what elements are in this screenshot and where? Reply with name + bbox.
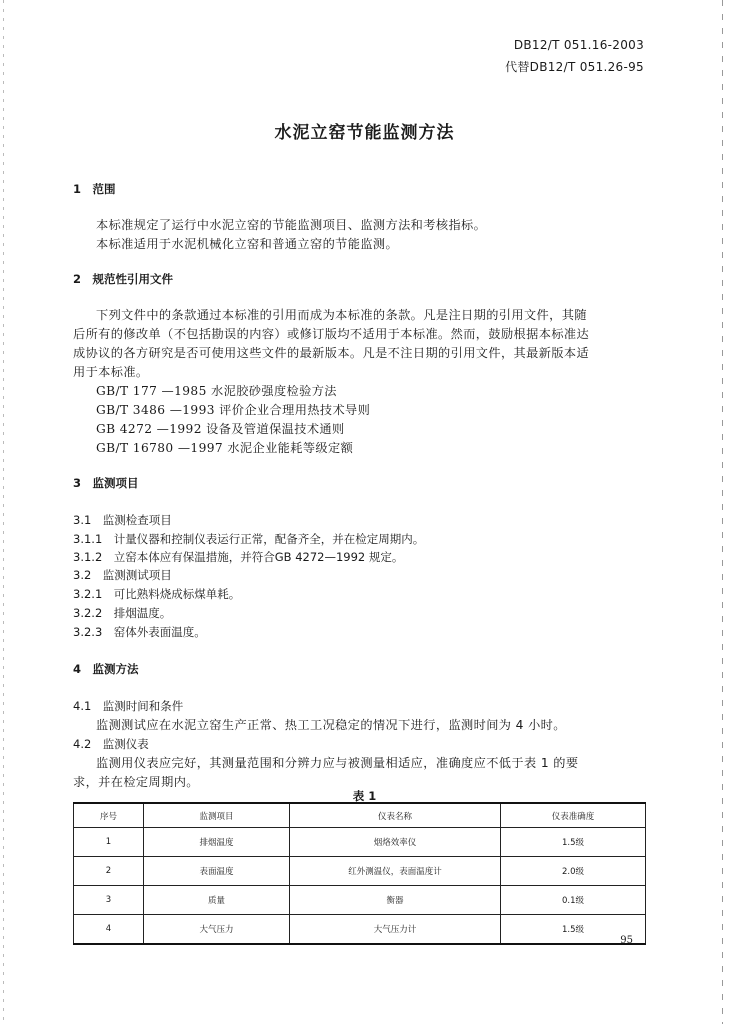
- reference-item: GB 4272 —1992 设备及管道保温技术通则: [96, 422, 345, 436]
- table-row: [74, 857, 646, 886]
- table-row: [74, 886, 646, 915]
- clause-3-2-heading: 3.2 监测测试项目: [73, 568, 172, 582]
- table-cell: 表面温度: [144, 857, 290, 886]
- section-2-line-4: 用于本标准。: [73, 365, 149, 379]
- clause-3-2-1: 3.2.1 可比熟料烧成标煤单耗。: [73, 587, 241, 601]
- instrument-table: [73, 802, 646, 945]
- clause-4-2-line-1: 监测用仪表应完好，其测量范围和分辨力应与被测量相适应，准确度应不低于表 1 的要: [96, 756, 579, 770]
- reference-item: GB/T 16780 —1997 水泥企业能耗等级定额: [96, 441, 354, 455]
- column-header: 仪表名称: [290, 803, 501, 828]
- table-cell: 1.5级: [501, 828, 646, 857]
- clause-4-2-heading: 4.2 监测仪表: [73, 737, 149, 751]
- section-2-line-2: 后所有的修改单（不包括勘误的内容）或修订版均不适用于本标准。然而，鼓励根据本标准达: [73, 327, 590, 341]
- table-cell: 质量: [144, 886, 290, 915]
- table-cell: 0.1级: [501, 886, 646, 915]
- section-2-heading: 2 规范性引用文件: [73, 272, 174, 286]
- table-cell: 大气压力计: [290, 915, 501, 945]
- table-cell: 2.0级: [501, 857, 646, 886]
- column-header: 序号: [74, 803, 144, 828]
- section-2-line-3: 成协议的各方研究是否可使用这些文件的最新版本。凡是不注日期的引用文件，其最新版本适: [73, 346, 590, 360]
- table-cell: 3: [74, 886, 144, 915]
- clause-4-2-line-2: 求，并在检定周期内。: [73, 775, 199, 789]
- section-1-paragraph-1: 本标准规定了运行中水泥立窑的节能监测项目、监测方法和考核指标。: [96, 218, 487, 232]
- table-cell: 大气压力: [144, 915, 290, 945]
- table-cell: 2: [74, 857, 144, 886]
- table-1-caption: 表 1: [352, 789, 377, 803]
- table-cell: 1: [74, 828, 144, 857]
- section-1-paragraph-2: 本标准适用于水泥机械化立窑和普通立窑的节能监测。: [96, 237, 399, 251]
- reference-item: GB/T 177 —1985 水泥胶砂强度检验方法: [96, 384, 337, 398]
- section-3-heading: 3 监测项目: [73, 476, 139, 490]
- column-header: 监测项目: [144, 803, 290, 828]
- table-cell: 4: [74, 915, 144, 945]
- reference-item: GB/T 3486 —1993 评价企业合理用热技术导则: [96, 403, 371, 417]
- table-row: [74, 915, 646, 945]
- table-cell: 1.5级: [501, 915, 646, 945]
- clause-3-2-3: 3.2.3 窑体外表面温度。: [73, 625, 206, 639]
- table-row: [74, 828, 646, 857]
- scan-edge-left: [3, 0, 4, 1024]
- clause-3-1-heading: 3.1 监测检查项目: [73, 513, 172, 527]
- column-header: 仪表准确度: [501, 803, 646, 828]
- clause-4-1-heading: 4.1 监测时间和条件: [73, 699, 184, 713]
- document-title: 水泥立窑节能监测方法: [274, 123, 455, 143]
- section-4-heading: 4 监测方法: [73, 662, 139, 676]
- standard-code: DB12/T 051.16-2003: [513, 38, 644, 52]
- table-cell: 排烟温度: [144, 828, 290, 857]
- section-1-heading: 1 范围: [73, 182, 116, 196]
- clause-3-1-2: 3.1.2 立窑本体应有保温措施，并符合GB 4272—1992 规定。: [73, 550, 404, 564]
- table-cell: 衡器: [290, 886, 501, 915]
- table-cell: 红外测温仪，表面温度计: [290, 857, 501, 886]
- replaced-standard: 代替DB12/T 051.26-95: [505, 60, 644, 74]
- section-2-line-1: 下列文件中的条款通过本标准的引用而成为本标准的条款。凡是注日期的引用文件，其随: [96, 308, 587, 322]
- clause-3-1-1: 3.1.1 计量仪器和控制仪表运行正常，配备齐全，并在检定周期内。: [73, 532, 425, 546]
- clause-4-1-text: 监测测试应在水泥立窑生产正常、热工工况稳定的情况下进行，监测时间为 4 小时。: [96, 718, 566, 732]
- scan-edge-right: [722, 0, 723, 1024]
- page-number: 95: [620, 935, 633, 946]
- table-header-row: [74, 803, 646, 828]
- table-cell: 烟烙效率仪: [290, 828, 501, 857]
- clause-3-2-2: 3.2.2 排烟温度。: [73, 606, 172, 620]
